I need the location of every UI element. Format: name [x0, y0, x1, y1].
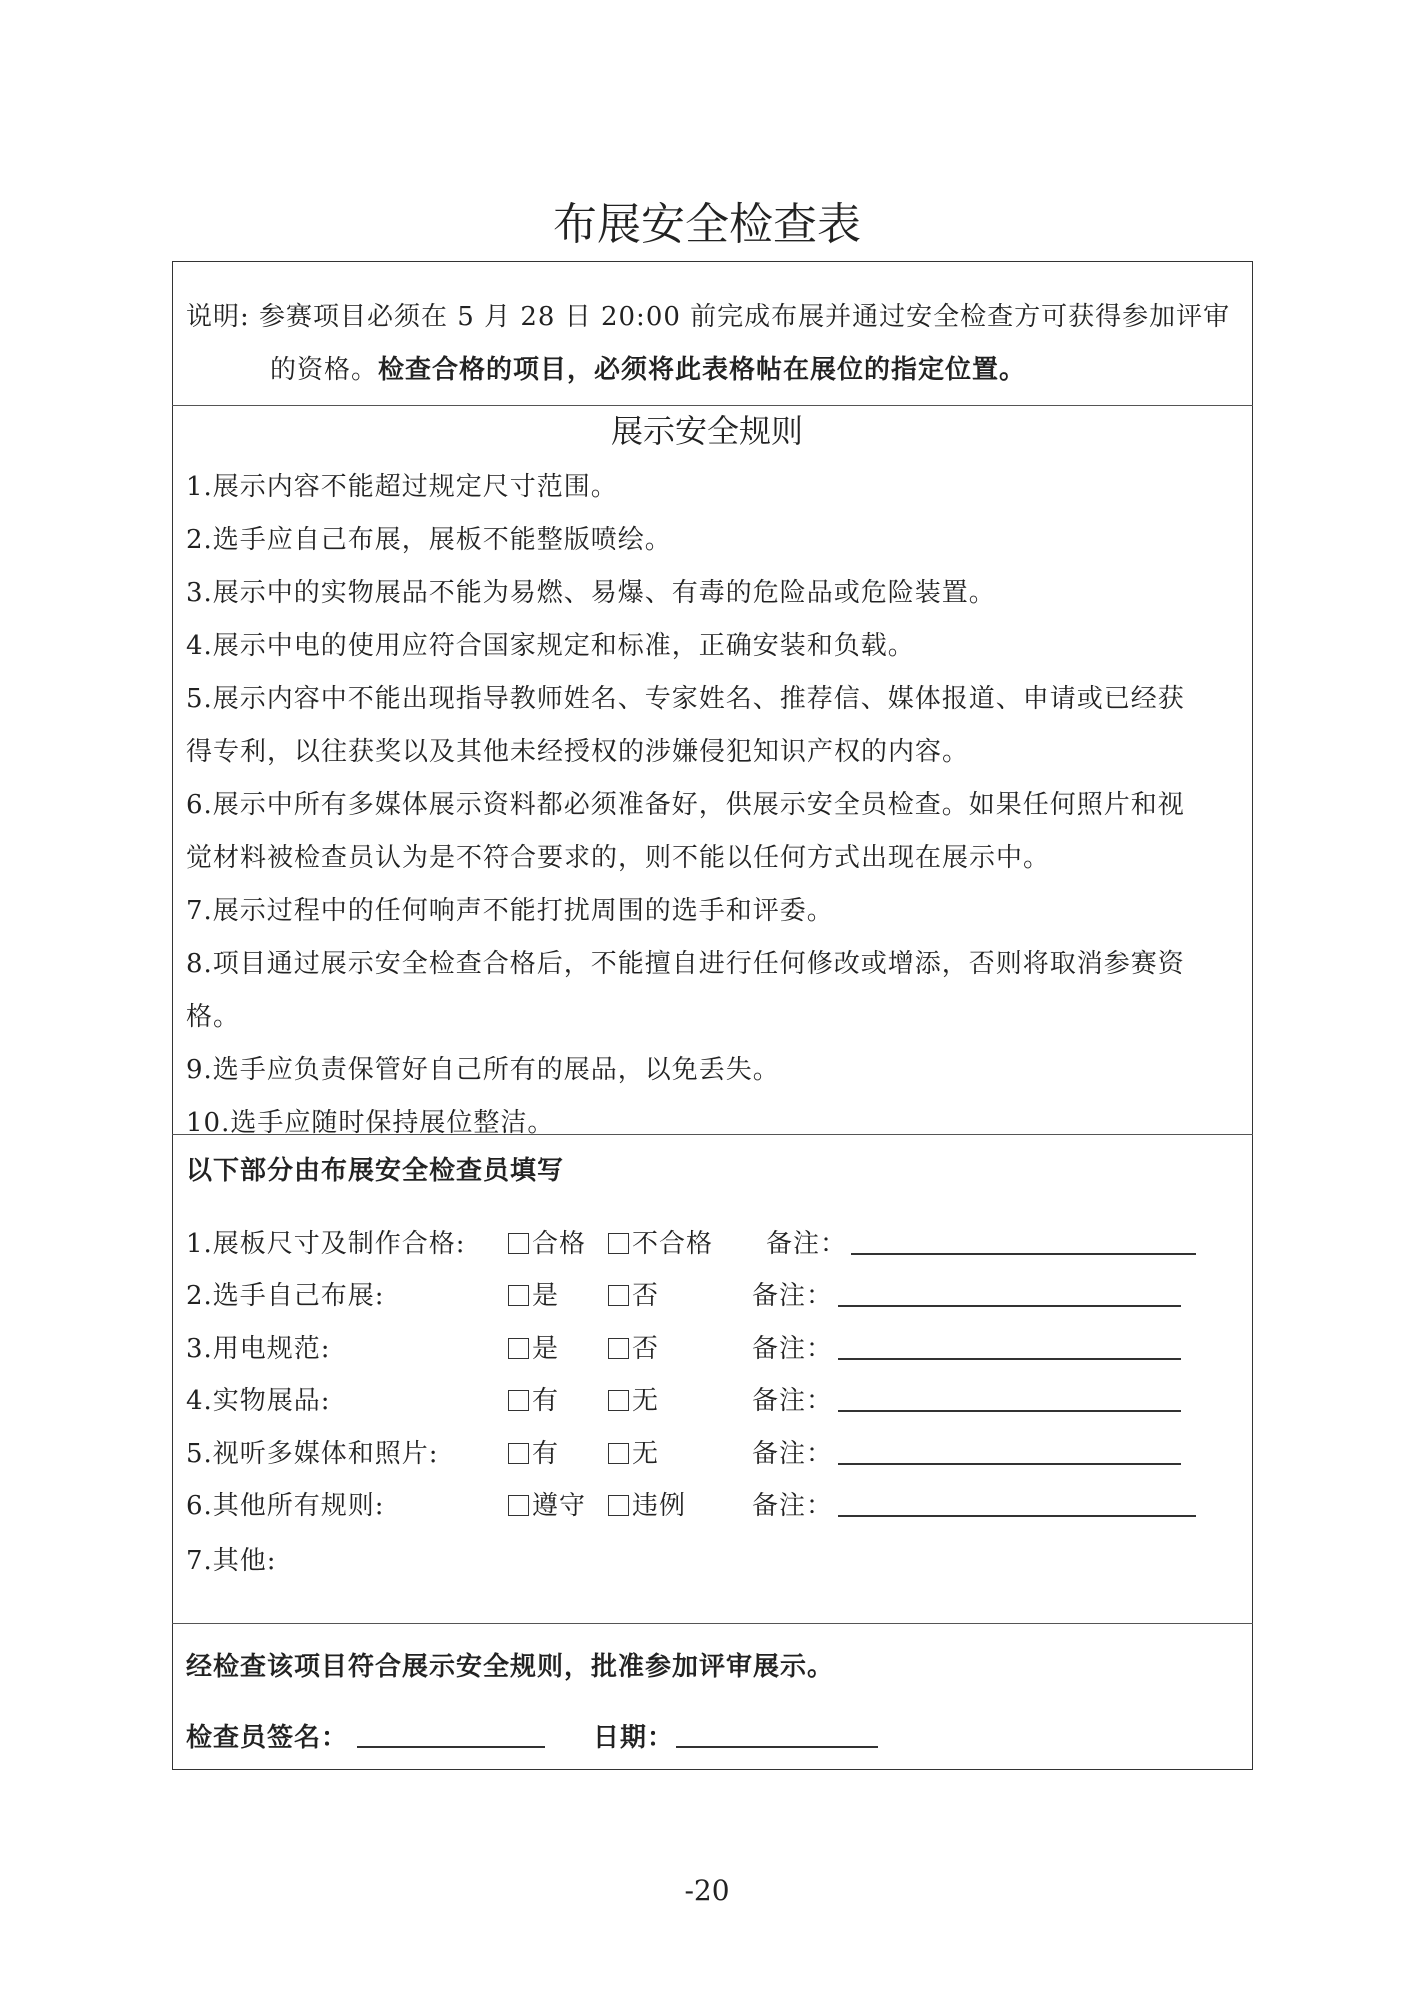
remark-field[interactable]: [838, 1410, 1181, 1412]
option-1[interactable]: [508, 1275, 559, 1312]
option-label: 有: [532, 1439, 560, 1469]
rule-line: 5.展示内容中不能出现指导教师姓名、专家姓名、推荐信、媒体报道、申请或已经获: [186, 684, 1185, 714]
remark-label: 备注：: [766, 1229, 848, 1259]
option-1[interactable]: [508, 1380, 559, 1417]
remark-label: 备注：: [752, 1439, 834, 1469]
option-2[interactable]: [608, 1380, 659, 1417]
page-number: -20: [684, 1874, 730, 1907]
remark: [752, 1433, 833, 1470]
rule-line: 9.选手应负责保管好自己所有的展品，以免丢失。: [186, 1055, 780, 1085]
rule-line: 7.展示过程中的任何响声不能打扰周围的选手和评委。: [186, 896, 834, 926]
option-label: 无: [632, 1386, 660, 1416]
checkbox[interactable]: [608, 1338, 629, 1359]
remark-field[interactable]: [838, 1463, 1181, 1465]
item-label: 6.其他所有规则:: [186, 1491, 385, 1521]
option-label: 否: [632, 1281, 660, 1311]
remark: [766, 1223, 847, 1260]
checkbox[interactable]: [608, 1285, 629, 1306]
signature-field[interactable]: [357, 1746, 545, 1748]
rules-heading: 展示安全规则: [610, 412, 803, 450]
rule-line: 2.选手应自己布展，展板不能整版喷绘。: [186, 525, 672, 555]
checkbox[interactable]: [508, 1233, 529, 1254]
option-label: 不合格: [632, 1229, 714, 1259]
remark-label: 备注：: [752, 1386, 834, 1416]
note-line-1: 说明: 参赛项目必须在 5 月 28 日 20:00 前完成布展并通过安全检查方可获得参加评审: [186, 302, 1231, 332]
remark-label: 备注：: [752, 1281, 834, 1311]
checkbox[interactable]: [608, 1443, 629, 1464]
rule-line: 4.展示中电的使用应符合国家规定和标准，正确安装和负载。: [186, 631, 915, 661]
remark-label: 备注：: [752, 1491, 834, 1521]
checkbox[interactable]: [508, 1495, 529, 1516]
date-label: 日期：: [593, 1723, 675, 1753]
option-label: 否: [632, 1334, 660, 1364]
note-line-2: [270, 349, 1026, 386]
divider: [172, 1623, 1253, 1624]
inspection-heading: 以下部分由布展安全检查员填写: [186, 1156, 565, 1186]
remark-label: 备注：: [752, 1334, 834, 1364]
option-1[interactable]: [508, 1328, 559, 1365]
note-normal: 的资格。: [270, 355, 379, 385]
date-field[interactable]: [676, 1746, 878, 1748]
inspection-row-label: [186, 1380, 331, 1417]
option-2[interactable]: [608, 1485, 686, 1522]
rule-line: 6.展示中所有多媒体展示资料都必须准备好，供展示安全员检查。如果任何照片和视: [186, 790, 1185, 820]
inspection-row-label: [186, 1485, 385, 1522]
page-title: 布展安全检查表: [553, 199, 861, 250]
remark-field[interactable]: [838, 1515, 1196, 1517]
option-label: 是: [532, 1334, 560, 1364]
inspection-row-label: [186, 1433, 439, 1470]
option-label: 合格: [532, 1229, 587, 1259]
option-2[interactable]: [608, 1275, 659, 1312]
checkbox[interactable]: [508, 1285, 529, 1306]
checkbox[interactable]: [608, 1495, 629, 1516]
option-2[interactable]: [608, 1433, 659, 1470]
option-label: 无: [632, 1439, 660, 1469]
remark-field[interactable]: [838, 1305, 1181, 1307]
approval-text: 经检查该项目符合展示安全规则，批准参加评审展示。: [186, 1652, 835, 1682]
remark: [752, 1485, 833, 1522]
checkbox[interactable]: [508, 1443, 529, 1464]
remark-field[interactable]: [851, 1253, 1196, 1255]
item-label: 5.视听多媒体和照片:: [186, 1439, 439, 1469]
remark: [752, 1380, 833, 1417]
item-label: 1.展板尺寸及制作合格:: [186, 1229, 466, 1259]
item-label: 3.用电规范:: [186, 1334, 331, 1364]
rule-line: 得专利，以往获奖以及其他未经授权的涉嫌侵犯知识产权的内容。: [186, 737, 970, 767]
rule-line: 10.选手应随时保持展位整洁。: [186, 1108, 555, 1138]
rule-line: 觉材料被检查员认为是不符合要求的，则不能以任何方式出现在展示中。: [186, 843, 1051, 873]
option-label: 违例: [632, 1491, 687, 1521]
option-label: 有: [532, 1386, 560, 1416]
inspection-row-label: [186, 1223, 466, 1260]
checkbox[interactable]: [508, 1390, 529, 1411]
remark: [752, 1275, 833, 1312]
option-1[interactable]: [508, 1223, 586, 1260]
item-label: 2.选手自己布展:: [186, 1281, 385, 1311]
option-label: 是: [532, 1281, 560, 1311]
option-1[interactable]: [508, 1433, 559, 1470]
option-2[interactable]: [608, 1223, 713, 1260]
rule-line: 3.展示中的实物展品不能为易燃、易爆、有毒的危险品或危险装置。: [186, 578, 996, 608]
option-2[interactable]: [608, 1328, 659, 1365]
note-bold: 检查合格的项目，必须将此表格帖在展位的指定位置。: [378, 355, 1027, 385]
other-label: 7.其他:: [186, 1546, 277, 1576]
rule-line: 8.项目通过展示安全检查合格后，不能擅自进行任何修改或增添，否则将取消参赛资: [186, 949, 1185, 979]
rule-line: 格。: [186, 1002, 241, 1032]
item-label: 4.实物展品:: [186, 1386, 331, 1416]
checkbox[interactable]: [608, 1233, 629, 1254]
checkbox[interactable]: [608, 1390, 629, 1411]
rule-line: 1.展示内容不能超过规定尺寸范围。: [186, 472, 618, 502]
option-1[interactable]: [508, 1485, 586, 1522]
signature-label: 检查员签名：: [186, 1723, 349, 1753]
inspection-row-label: [186, 1275, 385, 1312]
remark-field[interactable]: [838, 1358, 1181, 1360]
option-label: 遵守: [532, 1491, 587, 1521]
inspection-row-label: [186, 1328, 331, 1365]
checkbox[interactable]: [508, 1338, 529, 1359]
remark: [752, 1328, 833, 1365]
